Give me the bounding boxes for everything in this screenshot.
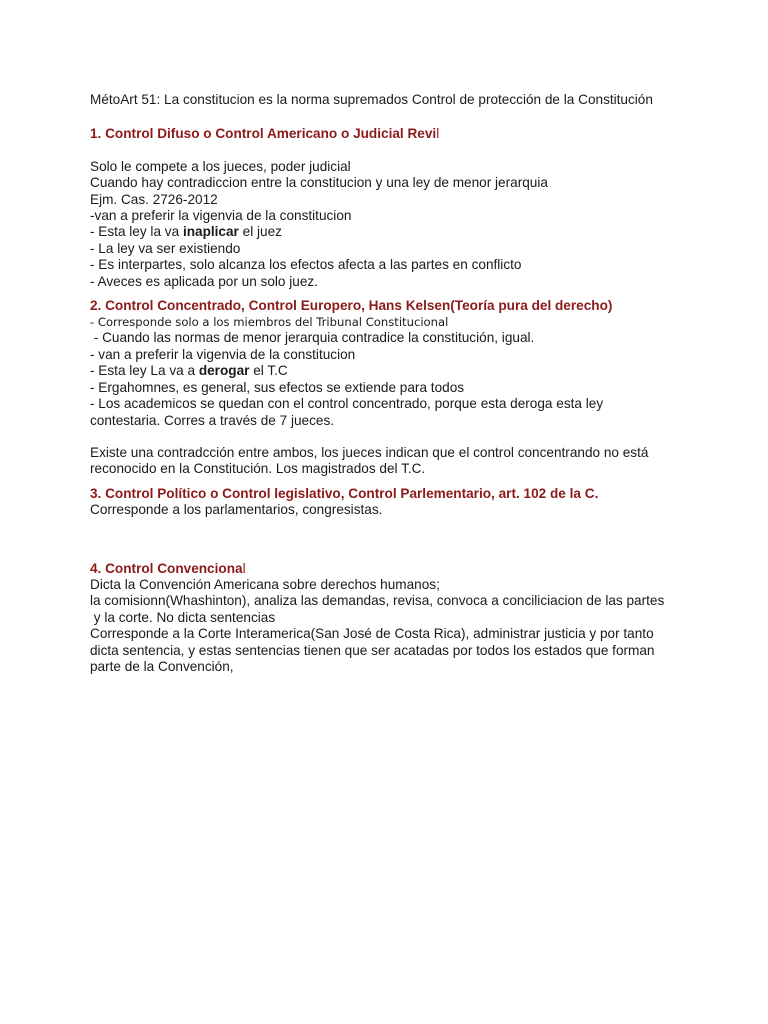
section-1-line: -van a preferir la vigenvia de la constitucion xyxy=(90,208,352,224)
section-2-heading: 2. Control Concentrado, Control Europero, Hans Kelsen(Teoría pura del derecho) xyxy=(90,298,613,314)
section-3-line: Corresponde a los parlamentarios, congresistas. xyxy=(90,502,383,518)
section-4-line: parte de la Convención, xyxy=(90,658,234,674)
derogar-line xyxy=(90,363,690,379)
section-1-heading-tail: l xyxy=(436,126,440,142)
document-page xyxy=(90,92,690,675)
section-2-line: contestaria. Corres a través de 7 jueces. xyxy=(90,412,335,428)
section-1-heading xyxy=(90,126,690,142)
spacer xyxy=(90,143,690,159)
section-4-heading-tail: l xyxy=(242,560,246,576)
spacer xyxy=(90,478,690,486)
section-4-line: dicta sentencia, y estas sentencias tienen que ser acatadas por todos los estados que forman xyxy=(90,642,655,658)
section-3-heading: 3. Control Político o Control legislativo, Control Parlementario, art. 102 de la C. xyxy=(90,485,599,501)
inaplicar-pre: - Esta ley la va xyxy=(90,224,183,240)
section-2-line: - van a preferir la vigenvia de la constitucion xyxy=(90,346,356,362)
section-4-line: Dicta la Convención Americana sobre derechos humanos; xyxy=(90,576,440,592)
inaplicar-bold: inaplicar xyxy=(182,224,239,240)
section-1-line: Solo le compete a los jueces, poder judicial xyxy=(90,158,351,174)
section-2-line: - Cuando las normas de menor jerarquia contradice la constitución, igual. xyxy=(90,330,535,346)
section-4-line: la comisionn(Whashinton), analiza las demandas, revisa, convoca a conciliciacion de las partes xyxy=(90,593,665,609)
derogar-bold: derogar xyxy=(198,363,250,379)
inaplicar-line xyxy=(90,224,690,240)
spacer xyxy=(90,429,690,445)
section-1-line: - La ley va ser existiendo xyxy=(90,240,241,256)
section-4-heading xyxy=(90,561,690,577)
spacer xyxy=(90,519,690,561)
section-4-line: y la corte. No dicta sentencias xyxy=(90,609,276,625)
section-4-heading-text: 4. Control Convenciona xyxy=(90,560,243,576)
section-1-line: - Aveces es aplicada por un solo juez. xyxy=(90,273,318,289)
derogar-pre: - Esta ley La va a xyxy=(90,363,199,379)
derogar-post: el T.C xyxy=(249,363,288,379)
section-4-line: Corresponde a la Corte Interamerica(San José de Costa Rica), administrar justicia y por tanto xyxy=(90,626,654,642)
section-2-line: - Los academicos se quedan con el control concentrado, porque esta deroga esta ley xyxy=(90,396,604,412)
section-1-line: Ejm. Cas. 2726-2012 xyxy=(90,191,218,207)
section-1-line: Cuando hay contradiccion entre la constitucion y una ley de menor jerarquia xyxy=(90,175,548,191)
section-2-small-line: - Corresponde solo a los miembros del Tribunal Constitucional xyxy=(90,315,449,330)
paragraph-line: reconocido en la Constitución. Los magistrados del T.C. xyxy=(90,461,426,477)
inaplicar-post: el juez xyxy=(238,224,282,240)
paragraph-line: Existe una contradcción entre ambos, los jueces indican que el control concentrando no está xyxy=(90,444,649,460)
section-1-line: - Es interpartes, solo alcanza los efectos afecta a las partes en conflicto xyxy=(90,257,522,273)
section-2-line: - Ergahomnes, es general, sus efectos se extiende para todos xyxy=(90,379,465,395)
spacer xyxy=(90,108,690,126)
spacer xyxy=(90,290,690,298)
section-1-heading-text: 1. Control Difuso o Control Americano o Judicial Revi xyxy=(90,126,437,142)
title-line: MétoArt 51: La constitucion es la norma supremados Control de protección de la Constitución xyxy=(90,92,653,107)
